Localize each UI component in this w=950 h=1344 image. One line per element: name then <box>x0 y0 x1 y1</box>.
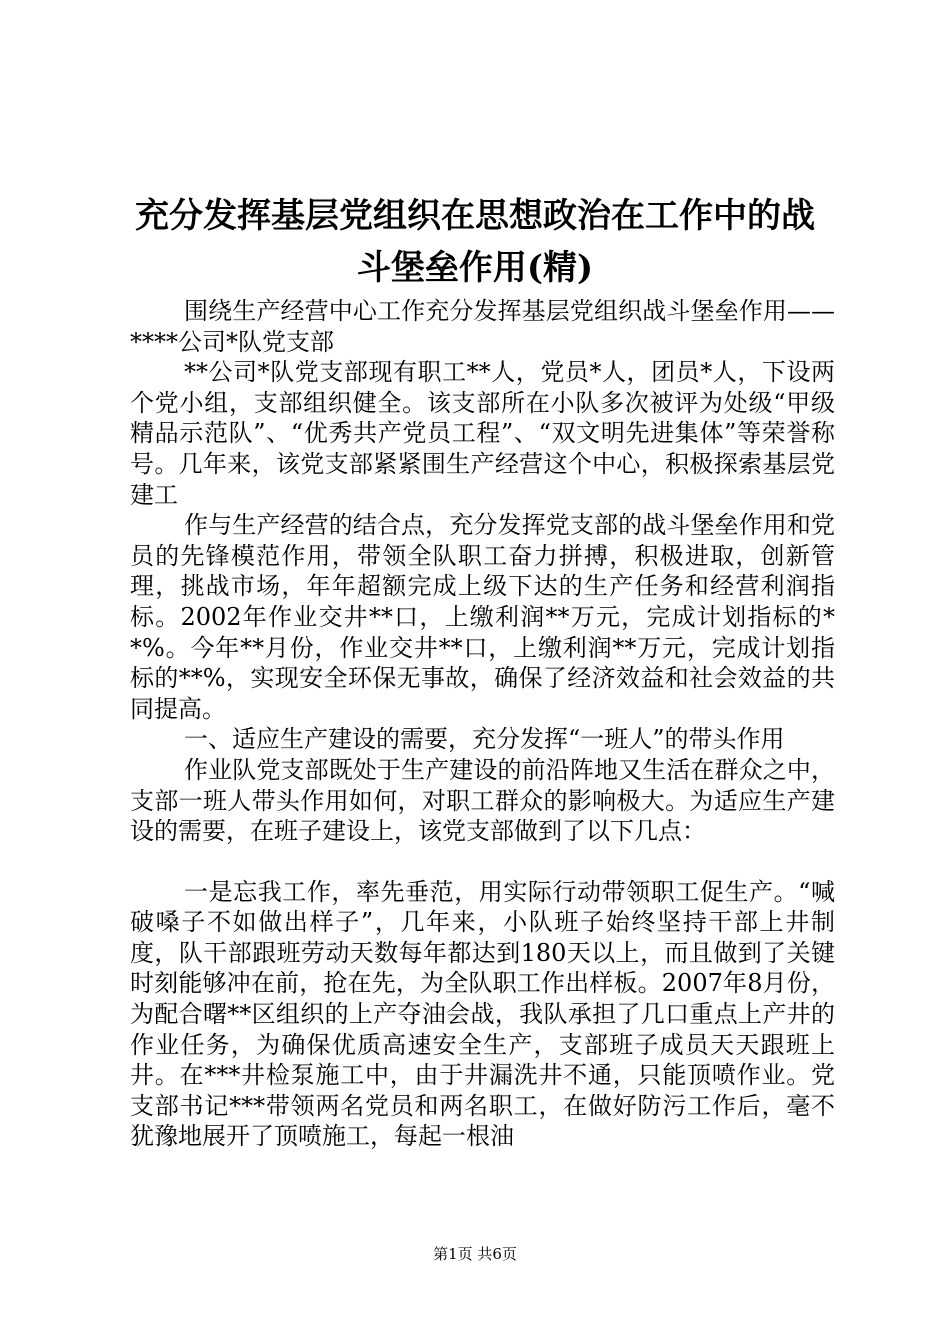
document-body <box>130 296 835 1152</box>
paragraph-gap <box>130 847 835 877</box>
document-title-line-2: 斗堡垒作用(精) <box>356 248 594 288</box>
section-heading-1: 一、适应生产建设的需要，充分发挥“一班人”的带头作用 <box>184 725 785 754</box>
paragraph-results: 作与生产经营的结合点，充分发挥党支部的战斗堡垒作用和党员的先锋模范作用，带领全队职工奋力拼搏，积极进取，创新管理，挑战市场，年年超额完成上级下达的生产任务和经营利润指标。2002年作业交井**口，上缴利润**万元，完成计划指标的**%。今年**月份，作业交井**口，上缴利润**万元，完成计划指标的**%，实现安全环保无事故，确保了经济效益和社会效益的共同提高。 <box>130 511 835 723</box>
paragraph-point-1: 一是忘我工作，率先垂范，用实际行动带领职工促生产。“喊破嗓子不如做出样子”，几年来，小队班子始终坚持干部上井制度，队干部跟班劳动天数每年都达到180天以上，而且做到了关键时刻能够冲在前，抢在先，为全队职工作出样板。2007年8月份，为配合曙**区组织的上产夺油会战，我队承担了几口重点上产井的作业任务，为确保优质高速安全生产，支部班子成员天天跟班上井。在***井检泵施工中，由于井漏洗井不通，只能顶喷作业。党支部书记***带领两名党员和两名职工，在做好防污工作后，毫不犹豫地展开了顶喷施工，每起一根油 <box>130 877 835 1151</box>
paragraph-section-1-intro: 作业队党支部既处于生产建设的前沿阵地又生活在群众之中，支部一班人带头作用如何，对职工群众的影响极大。为适应生产建设的需要，在班子建设上，该党支部做到了以下几点： <box>130 755 835 846</box>
paragraph-subtitle: 围绕生产经营中心工作充分发挥基层党组织战斗堡垒作用——****公司*队党支部 <box>130 297 835 356</box>
paragraph-intro: **公司*队党支部现有职工**人，党员*人，团员*人，下设两个党小组，支部组织健全。该支部所在小队多次被评为处级“甲级精品示范队”、“优秀共产党员工程”、“双文明先进集体”等荣誉称号。几年来，该党支部紧紧围生产经营这个中心，积极探索基层党建工 <box>130 358 835 509</box>
document-title-line-1: 充分发挥基层党组织在思想政治在工作中的战 <box>135 196 815 236</box>
page-footer: 第1页 共6页 <box>433 1245 517 1263</box>
